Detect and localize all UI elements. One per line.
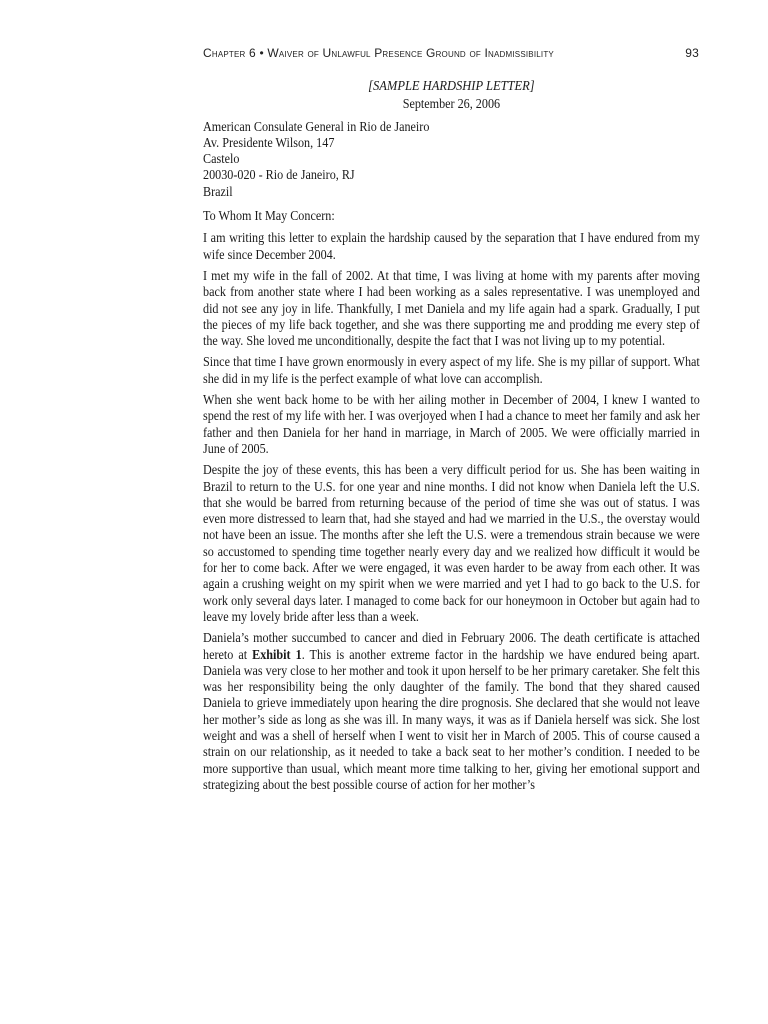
page-number: 93 (685, 46, 699, 60)
chapter-title: Chapter 6 • Waiver of Unlawful Presence Ground of Inadmissibility (203, 46, 554, 60)
paragraph: Since that time I have grown enormously in every aspect of my life. She is my pillar of support. What she did in my life is the perfect example of what love can accomplish. (203, 354, 700, 386)
address-line: Brazil (203, 183, 233, 199)
recipient-address (203, 119, 700, 200)
address-line: 20030-020 - Rio de Janeiro, RJ (203, 167, 355, 183)
paragraph (203, 630, 700, 793)
paragraph-text: Daniela’s mother succumbed to cancer and died in February 2006. The death certificate is attached hereto at (203, 630, 700, 662)
letter-title: [SAMPLE HARDSHIP LETTER] (368, 78, 535, 93)
letter-body (203, 78, 700, 798)
paragraph: Despite the joy of these events, this has been a very difficult period for us. She has been waiting in Brazil to return to the U.S. for one year and nine months. I did not know when Daniela left the U.S. that she would be barred from returning because of the period of time she was out of status. I was even more distressed to learn that, had she stayed and had we married in the U.S., the overstay would not have been an issue. The months after she left the U.S. were a tremendous strain because we were so accustomed to spending time together nearly every day and we realized how difficult it would be for her to come back. After we were engaged, it was even harder to be away from each other. It was again a crushing weight on my spirit when we were married and yet I had to go back to the U.S. for work only several days later. I managed to come back for our honeymoon in October but again had to leave my lovely bride after less than a week. (203, 462, 700, 624)
paragraph: I am writing this letter to explain the hardship caused by the separation that I have endured from my wife since December 2004. (203, 230, 700, 262)
running-header (203, 46, 699, 60)
paragraph-text: . This is another extreme factor in the hardship we have endured being apart. Daniela was very close to her mother and took it upon herself to be her primary caretaker. She felt this was her responsibility being the only daughter of the family. The bond that they shared caused Daniela to grieve immediately upon hearing the dire prognosis. She declared that she would not leave her mother’s side as long as she was ill. In many ways, it was as if Daniela herself was sick. She lost weight and was a shell of herself when I went to visit her in March of 2005. This of course caused a strain on our relationship, as it needed to take a back seat to her mother’s condition. I needed to be more supportive than usual, which meant more time talking to her, giving her emotional support and strategizing about the best possible course of action for her mother’s (203, 646, 700, 792)
paragraph: I met my wife in the fall of 2002. At that time, I was living at home with my parents after moving back from another state where I had been working as a sales representative. I was unemployed and did not see any joy in life. Thankfully, I met Daniela and my life again had a spark. Gradually, I put the pieces of my life back together, and she was there supporting me and prodding me every step of the way. She loved me unconditionally, despite the fact that I was not living up to my potential. (203, 267, 700, 349)
salutation: To Whom It May Concern: (203, 208, 335, 224)
exhibit-reference: Exhibit 1 (252, 646, 302, 662)
address-line: Av. Presidente Wilson, 147 (203, 134, 335, 150)
address-line: Castelo (203, 151, 240, 167)
paragraph: When she went back home to be with her ailing mother in December of 2004, I knew I wanted to spend the rest of my life with her. I was overjoyed when I had a chance to meet her family and ask her father and then Daniela for her hand in marriage, in March of 2005. We were officially married in June of 2005. (203, 392, 700, 456)
address-line: American Consulate General in Rio de Janeiro (203, 118, 430, 134)
letter-date: September 26, 2006 (402, 96, 501, 112)
